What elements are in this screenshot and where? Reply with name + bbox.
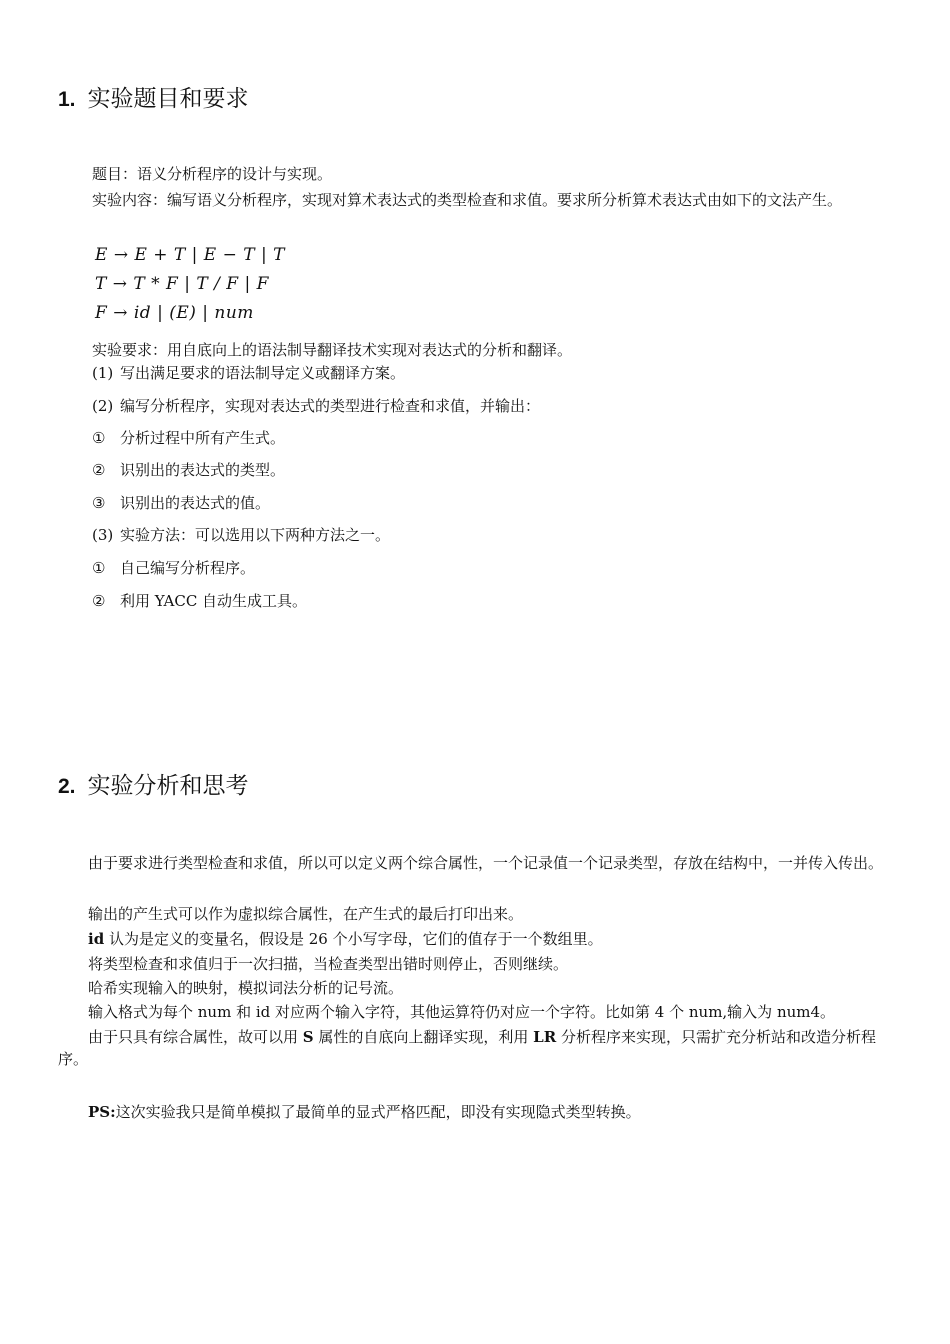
id-keyword: id <box>88 930 105 948</box>
list-item-text: 实验方法：可以选用以下两种方法之一。 <box>120 526 391 544</box>
grammar-rule-e: E → E + T | E − T | T <box>95 245 285 265</box>
list-item-text: 利用 YACC 自动生成工具。 <box>120 592 308 610</box>
list-item-text: 自己编写分析程序。 <box>120 559 256 577</box>
list-item <box>92 557 255 579</box>
content-intro: 实验内容：编写语义分析程序，实现对算术表达式的类型检查和求值。要求所分析算术表达式由如下的文法产生。 <box>92 191 843 209</box>
list-item <box>92 362 405 384</box>
list-item <box>92 590 307 612</box>
list-item-text: 识别出的表达式的值。 <box>120 494 271 512</box>
list-item <box>92 524 390 546</box>
list-item <box>92 459 285 481</box>
section1-number: 1. <box>58 88 76 111</box>
analysis-paragraph-2: 输出的产生式可以作为虚拟综合属性，在产生式的最后打印出来。 <box>88 905 524 923</box>
list-marker: (1) <box>92 364 114 382</box>
section2-title: 实验分析和思考 <box>87 773 249 799</box>
analysis-paragraph-7-c: 属性的自底向上翻译实现，利用 <box>313 1028 534 1046</box>
section1-title: 实验题目和要求 <box>87 86 249 112</box>
list-item <box>92 427 285 449</box>
analysis-paragraph-6: 输入格式为每个 num 和 id 对应两个输入字符，其他运算符仍对应一个字符。比如第 4 个 num,输入为 num4。 <box>88 1003 836 1021</box>
analysis-paragraph-7 <box>58 1026 896 1070</box>
list-marker: (3) <box>92 526 114 544</box>
requirement-line: 实验要求：用自底向上的语法制导翻译技术实现对表达式的分析和翻译。 <box>92 341 573 359</box>
ps-note <box>88 1101 641 1123</box>
analysis-paragraph-3-text: 认为是定义的变量名，假设是 26 个小写字母，它们的值存于一个数组里。 <box>104 930 603 948</box>
analysis-paragraph-5: 哈希实现输入的映射，模拟词法分析的记号流。 <box>88 979 404 997</box>
analysis-paragraph-4: 将类型检查和求值归于一次扫描，当检查类型出错时则停止，否则继续。 <box>88 955 569 973</box>
analysis-paragraph-3 <box>88 928 603 950</box>
analysis-paragraph-1: 由于要求进行类型检查和求值，所以可以定义两个综合属性，一个记录值一个记录类型，存放在结构中，一并传入传出。 <box>88 854 884 872</box>
list-item-text: 分析过程中所有产生式。 <box>120 429 286 447</box>
list-marker: ③ <box>92 494 106 512</box>
list-marker: ② <box>92 461 106 479</box>
s-attribute-keyword: S <box>302 1028 314 1046</box>
list-marker: ① <box>92 559 106 577</box>
list-item-text: 写出满足要求的语法制导定义或翻译方案。 <box>120 364 406 382</box>
list-marker: ② <box>92 592 106 610</box>
grammar-rule-f: F → id | (E) | num <box>95 303 254 323</box>
lr-keyword: LR <box>533 1028 557 1046</box>
list-item-text: 编写分析程序，实现对表达式的类型进行检查和求值，并输出： <box>120 397 541 415</box>
section2-number: 2. <box>58 775 76 798</box>
analysis-paragraph-7-d: 分析程序来实现，只需扩充分析站和改造分析程序。 <box>58 1028 876 1068</box>
grammar-rule-t: T → T * F | T / F | F <box>95 274 269 294</box>
list-marker: ① <box>92 429 106 447</box>
ps-text: 这次实验我只是简单模拟了最简单的显式严格匹配，即没有实现隐式类型转换。 <box>115 1103 641 1121</box>
section2-heading <box>58 767 249 800</box>
list-item-text: 识别出的表达式的类型。 <box>120 461 286 479</box>
ps-label: PS: <box>88 1103 116 1121</box>
list-marker: (2) <box>92 397 114 415</box>
section1-heading <box>58 80 249 113</box>
list-item <box>92 492 270 514</box>
analysis-paragraph-7-a: 由于只具有综合属性，故可以用 <box>88 1028 303 1046</box>
topic-line: 题目：语义分析程序的设计与实现。 <box>92 165 333 183</box>
list-item <box>92 395 540 417</box>
